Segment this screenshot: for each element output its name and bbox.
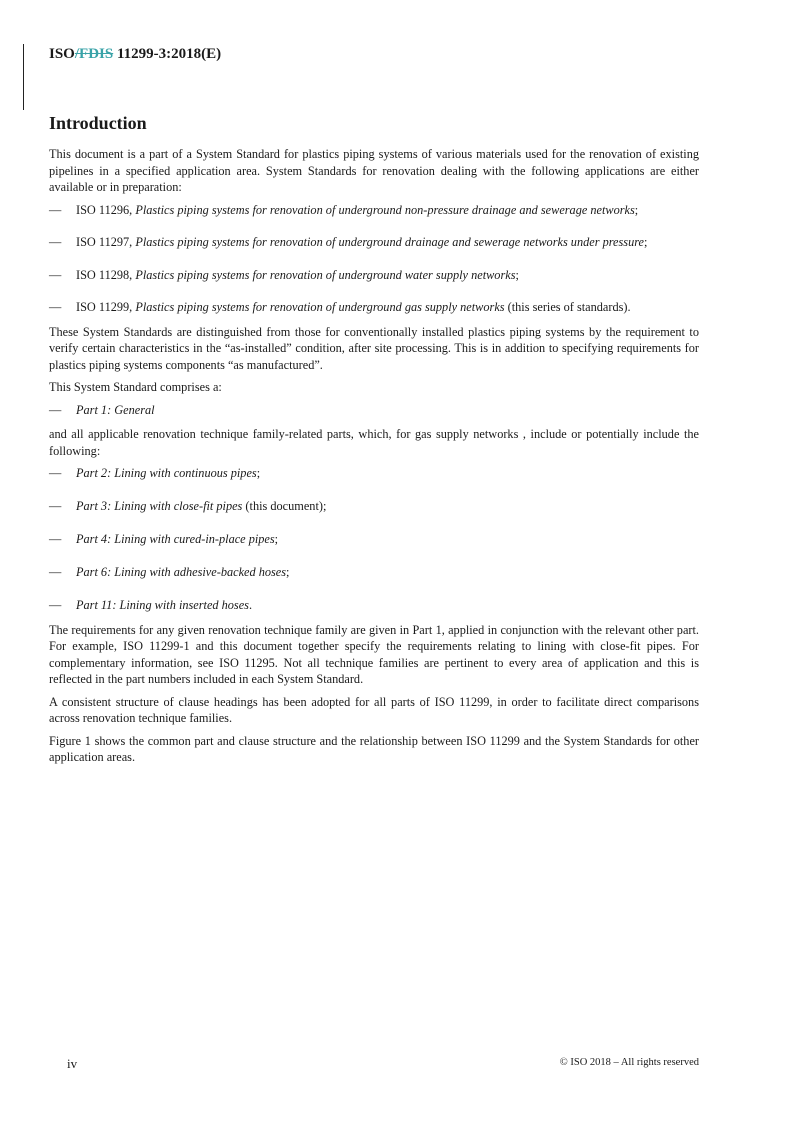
dash-bullet: — <box>49 235 62 249</box>
figure-reference-paragraph: Figure 1 shows the common part and clause structure and the relationship between ISO 11299 and the System Standards for other application areas. <box>49 733 699 764</box>
part-title: Part 6: Lining with adhesive-backed hoses <box>76 565 287 579</box>
standard-suffix: ; <box>644 235 648 249</box>
standard-title: Plastics piping systems for renovation of underground water supply networks <box>135 267 516 282</box>
part-title: Part 11: Lining with inserted hoses <box>76 598 249 612</box>
part1-list <box>49 402 699 419</box>
header-prefix: ISO <box>49 46 75 62</box>
standard-title: Plastics piping systems for renovation of underground non-pressure drainage and sewerage networks <box>135 202 635 217</box>
page-content <box>49 112 699 772</box>
dash-bullet: — <box>49 202 62 217</box>
standard-title: Plastics piping systems for renovation of underground drainage and sewerage networks under pressure <box>135 235 645 249</box>
list-item <box>49 498 699 515</box>
header-struck-text: /FDIS <box>74 46 114 62</box>
part-suffix: . <box>248 598 253 612</box>
dash-bullet: — <box>49 532 62 546</box>
requirements-paragraph: The requirements for any given renovation technique family are given in Part 1, applied in conjunction with the relevant other part. For example, ISO 11299-1 and this document together specify the requirements relating to lining with close-fit pipes. For complementary information, see ISO 11295. Not all technique families are pertinent to every area of application and this is reflected in the part numbers included in each System Standard. <box>49 622 699 686</box>
list-item <box>49 531 699 548</box>
document-header <box>49 45 221 63</box>
dash-bullet: — <box>49 267 62 282</box>
parts-list <box>49 465 699 614</box>
dash-bullet: — <box>49 598 62 612</box>
list-item <box>49 299 699 316</box>
intro-paragraph: This document is a part of a System Standard for plastics piping systems of various materials used for the renovation of existing pipelines in a specified application area. System Standards for renovation dealing with the following applications are either available or in preparation: <box>49 147 699 194</box>
dash-bullet: — <box>49 466 62 480</box>
dash-bullet: — <box>49 565 62 579</box>
part-suffix: ; <box>286 565 290 579</box>
part-title: Part 4: Lining with cured-in-place pipes <box>76 532 275 546</box>
list-item <box>49 234 699 251</box>
part-suffix: ; <box>256 466 261 480</box>
standards-list <box>49 202 699 316</box>
dash-bullet: — <box>49 402 62 417</box>
comprises-paragraph: This System Standard comprises a: <box>49 380 222 394</box>
part-suffix: ; <box>274 532 279 546</box>
list-item <box>49 564 699 581</box>
standard-title: Plastics piping systems for renovation of underground gas supply networks <box>135 300 505 314</box>
list-item <box>49 465 699 482</box>
standard-ref: ISO 11298, <box>76 267 136 282</box>
part-suffix: (this document); <box>242 499 327 513</box>
part-title: Part 3: Lining with close-fit pipes <box>76 499 243 513</box>
change-bar <box>23 44 24 110</box>
page-title: Introduction <box>49 113 147 133</box>
list-item <box>49 597 699 614</box>
standard-ref: ISO 11297, <box>76 235 136 249</box>
list-item <box>49 402 699 419</box>
standard-suffix: ; <box>515 267 519 282</box>
standard-ref: ISO 11296, <box>76 202 136 217</box>
list-item <box>49 267 699 284</box>
standard-suffix: ; <box>634 202 639 217</box>
copyright-notice: © ISO 2018 – All rights reserved <box>559 1057 699 1068</box>
dash-bullet: — <box>49 300 62 314</box>
part-title: Part 2: Lining with continuous pipes <box>76 466 257 480</box>
list-item <box>49 202 699 219</box>
standard-suffix: (this series of standards). <box>504 300 631 314</box>
families-intro-paragraph: and all applicable renovation technique family-related parts, which, for gas supply networks , include or potentially include the following: <box>49 427 699 458</box>
structure-paragraph: A consistent structure of clause headings has been adopted for all parts of ISO 11299, in order to facilitate direct comparisons across renovation technique families. <box>49 694 699 725</box>
page-number: iv <box>67 1056 78 1071</box>
header-number: 11299-3:2018(E) <box>113 46 222 62</box>
dash-bullet: — <box>49 499 62 513</box>
distinguish-paragraph: These System Standards are distinguished from those for conventionally installed plastics piping systems by the requirement to verify certain characteristics in the “as-installed” condition, after site processing. This is in addition to specifying requirements for plastics piping systems components “as manufactured”. <box>49 324 699 372</box>
part-title: Part 1: General <box>76 402 155 417</box>
standard-ref: ISO 11299, <box>76 300 136 314</box>
